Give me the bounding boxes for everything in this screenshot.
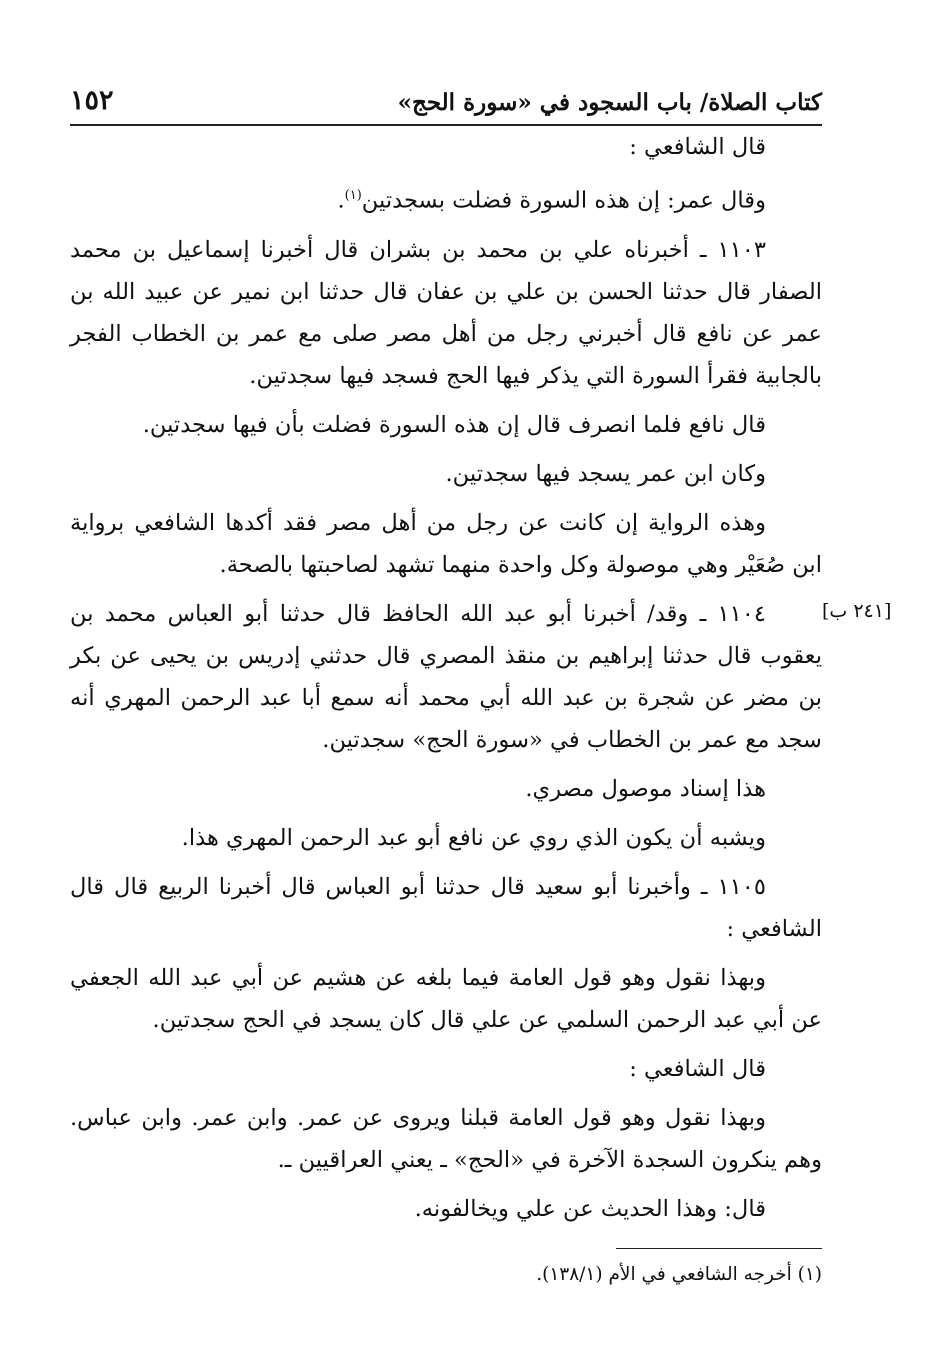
- paragraph: ١١٠٣ ـ أخبرناه علي بن محمد بن بشران قال أخبرنا إسماعيل بن محمد الصفار قال حدثنا الحسن بن علي بن عفان قال حدثنا ابن نمير عن عبيد الله بن عمر عن نافع قال أخبرني رجل من أهل مصر صلى مع عمر بن الخطاب الفجر بالجابية فقرأ السورة التي يذكر فيها الحج فسجد فيها سجدتين.: [70, 236, 822, 389]
- body-text: [70, 126, 822, 1237]
- margin-reference: [٢٤١ ب]: [822, 600, 892, 622]
- paragraph: وهذه الرواية إن كانت عن رجل من أهل مصر فقد أكدها الشافعي برواية ابن صُعَيْر وهي موصولة وكل واحدة منهما تشهد لصاحبتها بالصحة.: [70, 509, 822, 578]
- paragraph: وبهذا نقول وهو قول العامة فيما بلغه عن هشيم عن أبي عبد الله الجعفي عن أبي عبد الرحمن السلمي عن علي قال كان يسجد في الحج سجدتين.: [70, 964, 822, 1033]
- running-title: كتاب الصلاة/ باب السجود في «سورة الحج»: [397, 89, 822, 116]
- paragraph: ١١٠٤ ـ وقد/ أخبرنا أبو عبد الله الحافظ قال حدثنا أبو العباس محمد بن يعقوب قال حدثنا إبراهيم بن منقذ المصري قال حدثني إدريس بن يحيى عن بكر بن مضر عن شجرة بن عبد الله أبي محمد أنه سمع أبا عبد الرحمن المهري أنه سجد مع عمر بن الخطاب في «سورة الحج» سجدتين.: [70, 600, 822, 753]
- paragraph-text: وقال عمر: إن هذه السورة فضلت بسجدتين: [361, 187, 766, 214]
- footnote: (١) أخرجه الشافعي في الأم (١٣٨/١).: [536, 1264, 822, 1285]
- footnote-divider: [616, 1248, 822, 1249]
- paragraph: قال نافع فلما انصرف قال إن هذه السورة فضلت بأن فيها سجدتين.: [142, 411, 766, 438]
- footnote-marker: (١): [344, 188, 362, 203]
- paragraph: ويشبه أن يكون الذي روي عن نافع أبو عبد الرحمن المهري هذا.: [181, 824, 766, 851]
- paragraph: ١١٠٥ ـ وأخبرنا أبو سعيد قال حدثنا أبو العباس قال أخبرنا الربيع قال قال الشافعي :: [70, 873, 822, 942]
- paragraph: قال: وهذا الحديث عن علي ويخالفونه.: [414, 1195, 766, 1222]
- page-header: [70, 78, 822, 126]
- paragraph: وبهذا نقول وهو قول العامة قبلنا ويروى عن عمر. وابن عمر. وابن عباس. وهم ينكرون السجدة الآخرة في «الحج» ـ يعني العراقيين ـ.: [70, 1104, 822, 1173]
- paragraph: قال الشافعي :: [629, 1055, 766, 1082]
- paragraph-end: .: [337, 187, 345, 214]
- paragraph: وكان ابن عمر يسجد فيها سجدتين.: [445, 460, 766, 487]
- page-number: ١٥٢: [70, 85, 114, 116]
- paragraph: قال الشافعي :: [629, 134, 766, 160]
- paragraph: هذا إسناد موصول مصري.: [525, 775, 766, 802]
- paragraph: [70, 175, 822, 222]
